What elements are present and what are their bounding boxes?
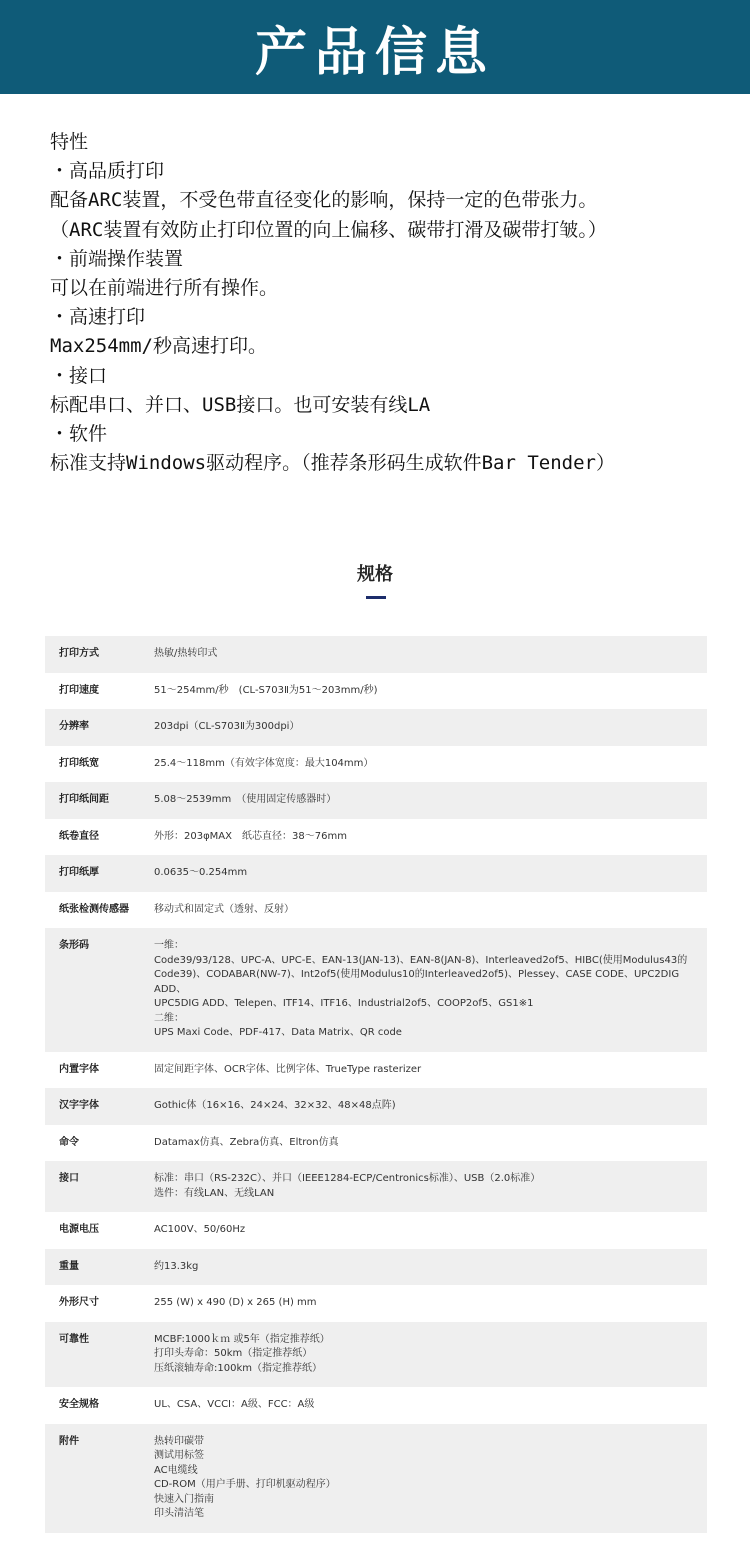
spec-value-line: 热敏/热转印式 (154, 648, 218, 659)
spec-row (45, 1088, 707, 1125)
page-title: 产品信息 (254, 22, 495, 83)
spec-value-line: 快速入门指南 (154, 1493, 214, 1505)
spec-value-line: 外形：203φMAX 纸芯直径：38～76mm (154, 830, 347, 842)
specs-table (45, 636, 707, 1533)
spec-row (45, 673, 707, 710)
feature-line: 标准支持Windows驱动程序。（推荐条形码生成软件Bar Tender） (50, 452, 615, 475)
spec-row (45, 1285, 707, 1322)
feature-line: 特性 (50, 131, 89, 153)
spec-value-line: AC100V、50/60Hz (154, 1224, 246, 1235)
spec-row (45, 1322, 707, 1388)
spec-label: 命令 (45, 1125, 154, 1162)
spec-value-line: 标准：串口（RS-232C）、并口（IEEE1284-ECP/Centronics标准）、USB（2.0标准） (154, 1173, 541, 1184)
spec-label: 打印纸宽 (45, 746, 154, 783)
spec-label: 汉字字体 (45, 1088, 154, 1125)
spec-label: 纸卷直径 (45, 819, 154, 856)
spec-value-line: 选件：有线LAN、无线LAN (154, 1187, 275, 1199)
spec-value (154, 673, 707, 710)
spec-label: 打印纸间距 (45, 782, 154, 819)
spec-value (154, 1052, 707, 1089)
spec-row (45, 1161, 707, 1212)
spec-label: 打印方式 (45, 636, 154, 673)
spec-value (154, 892, 707, 929)
spec-value-line: 51～254mm/秒 (CL-S703Ⅱ为51～203mm/秒) (154, 684, 378, 696)
spec-value-line: 255 (W) x 490 (D) x 265 (H) mm (154, 1297, 317, 1308)
spec-value-line: UPC5DIG ADD、Telepen、ITF14、ITF16、Industrial2of5、COOP2of5、GS1※1 (154, 998, 534, 1009)
spec-value-line: 25.4～118mm（有效字体宽度：最大104mm） (154, 757, 374, 769)
spec-value-line: UL、CSA、VCCI：A级、FCC：A级 (154, 1399, 315, 1410)
feature-line: 配备ARC装置，不受色带直径变化的影响，保持一定的色带张力。 (50, 189, 598, 212)
spec-label: 打印纸厚 (45, 855, 154, 892)
spec-row (45, 746, 707, 783)
spec-row (45, 928, 707, 1052)
spec-value (154, 1161, 707, 1212)
feature-line: ・高品质打印 (50, 160, 165, 183)
spec-row (45, 1052, 707, 1089)
spec-value-line: Datamax仿真、Zebra仿真、Eltron仿真 (154, 1136, 339, 1148)
spec-value (154, 1249, 707, 1286)
spec-value (154, 1088, 707, 1125)
spec-value-line: 5.08～2539mm （使用固定传感器时） (154, 794, 337, 805)
spec-value-line: 0.0635～0.254mm (154, 867, 248, 878)
feature-line: ・前端操作装置 (50, 247, 184, 270)
spec-value-line: 打印头寿命：50km（指定推荐纸） (154, 1348, 313, 1359)
feature-line: 标配串口、并口、USB接口。也可安装有线LA (50, 393, 431, 416)
spec-label: 接口 (45, 1161, 154, 1212)
spec-value (154, 1212, 707, 1249)
spec-value-line: 印头清洁笔 (154, 1508, 204, 1519)
spec-value-line: 一维： (154, 940, 184, 951)
specs-title-underline (366, 596, 386, 599)
spec-label: 可靠性 (45, 1322, 154, 1388)
spec-value (154, 1322, 707, 1388)
spec-value-line: 热转印碳带 (154, 1435, 204, 1447)
spec-value-line: CD-ROM（用户手册、打印机驱动程序） (154, 1479, 336, 1490)
spec-label: 纸张检测传感器 (45, 892, 154, 929)
specs-title: 规格 (357, 564, 393, 585)
spec-value-line: Code39)、CODABAR(NW-7)、Int2of5(使用Modulus10的Interleaved2of5)、Plessey、CASE CODE、UPC2DIG ADD、 (154, 969, 680, 995)
features-section (50, 128, 740, 478)
page-banner (0, 0, 750, 94)
spec-label: 条形码 (45, 928, 154, 1052)
spec-value (154, 928, 707, 1052)
feature-line: Max254mm/秒高速打印。 (50, 335, 267, 358)
spec-value-line: 测试用标签 (154, 1450, 204, 1461)
spec-label: 内置字体 (45, 1052, 154, 1089)
spec-value (154, 782, 707, 819)
spec-value (154, 1387, 707, 1424)
spec-row (45, 1212, 707, 1249)
spec-row (45, 782, 707, 819)
feature-line: ・接口 (50, 364, 108, 387)
spec-value (154, 1125, 707, 1162)
feature-line: ・高速打印 (50, 306, 146, 329)
spec-row (45, 636, 707, 673)
feature-line: 可以在前端进行所有操作。 (50, 276, 279, 299)
spec-value-line: 移动式和固定式（透射、反射） (154, 903, 294, 915)
spec-value-line: Gothic体（16×16、24×24、32×32、48×48点阵) (154, 1100, 396, 1111)
spec-label: 附件 (45, 1424, 154, 1533)
spec-value (154, 746, 707, 783)
spec-value (154, 636, 707, 673)
spec-value-line: 203dpi（CL-S703Ⅱ为300dpi） (154, 721, 300, 732)
spec-value-line: 约13.3kg (154, 1260, 199, 1272)
spec-label: 分辨率 (45, 709, 154, 746)
spec-value-line: MCBF:1000ｋｍ 或5年（指定推荐纸） (154, 1333, 330, 1345)
spec-label: 打印速度 (45, 673, 154, 710)
spec-row (45, 892, 707, 929)
spec-row (45, 1249, 707, 1286)
feature-line: ・软件 (50, 422, 108, 445)
spec-label: 重量 (45, 1249, 154, 1286)
spec-row (45, 709, 707, 746)
spec-value (154, 855, 707, 892)
spec-value-line: 固定间距字体、OCR字体、比例字体、TrueType rasterizer (154, 1063, 422, 1075)
spec-label: 电源电压 (45, 1212, 154, 1249)
spec-row (45, 1424, 707, 1533)
spec-value-line: 二维： (154, 1012, 184, 1024)
spec-value-line: AC电缆线 (154, 1464, 198, 1476)
spec-value-line: 压纸滚轴寿命:100km（指定推荐纸） (154, 1362, 322, 1374)
spec-value (154, 1285, 707, 1322)
spec-value-line: UPS Maxi Code、PDF-417、Data Matrix、QR code (154, 1027, 402, 1038)
feature-line: （ARC装置有效防止打印位置的向上偏移、碳带打滑及碳带打皱。） (50, 218, 607, 241)
spec-value-line: Code39/93/128、UPC-A、UPC-E、EAN-13(JAN-13)、EAN-8(JAN-8)、Interleaved2of5、HIBC(使用Modulus43的 (154, 954, 688, 966)
spec-row (45, 1125, 707, 1162)
spec-value (154, 709, 707, 746)
spec-value (154, 819, 707, 856)
spec-label: 安全规格 (45, 1387, 154, 1424)
spec-value (154, 1424, 707, 1533)
spec-label: 外形尺寸 (45, 1285, 154, 1322)
spec-row (45, 1387, 707, 1424)
spec-row (45, 855, 707, 892)
spec-row (45, 819, 707, 856)
